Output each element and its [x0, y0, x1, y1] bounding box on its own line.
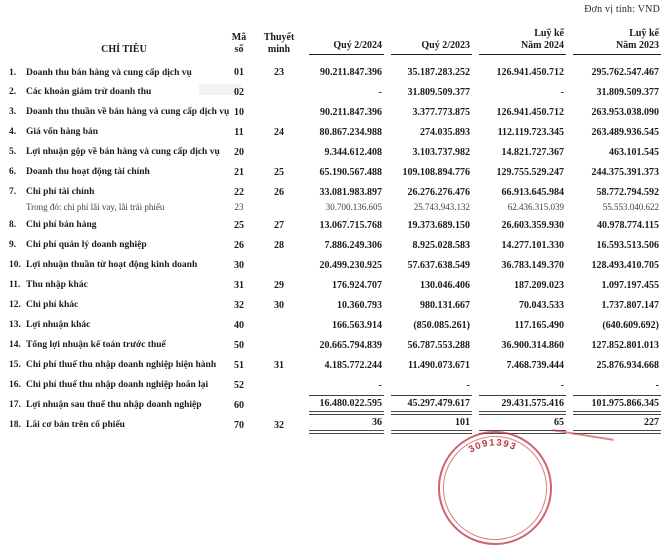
cell-q2-2023: 57.637.638.549 — [407, 259, 470, 271]
cell-lk-2024: 62.436.315.039 — [507, 202, 564, 212]
row-label: Chi phí bán hàng — [26, 220, 97, 230]
cell-lk-2024: 112.119.723.345 — [497, 126, 564, 138]
row-number: 11. — [9, 280, 21, 290]
cell-lk-2023: 1.737.807.147 — [601, 299, 659, 311]
row-label: Trong đó: chi phí lãi vay, lãi trái phiếu — [26, 202, 165, 212]
cell-lk-2024: 26.603.359.930 — [501, 219, 564, 231]
cell-q2-2023: 45.297.479.617 — [384, 395, 472, 415]
cell-lk-2024: 14.277.101.330 — [501, 239, 564, 251]
cell-lk-2024: - — [560, 379, 564, 391]
row-note — [256, 202, 302, 215]
row-code: 01 — [234, 67, 244, 78]
table-row — [0, 335, 661, 355]
cell-q2-2024: 4.185.772.244 — [324, 359, 382, 371]
cell-q2-2023: 3.377.773.875 — [412, 106, 470, 118]
row-code: 21 — [234, 166, 244, 178]
income-statement-table — [0, 19, 661, 435]
header-lk-2024: Luỹ kế Năm 2024 — [472, 19, 566, 55]
table-row — [0, 122, 661, 142]
cell-lk-2024: 126.941.450.712 — [496, 106, 564, 118]
cell-q2-2024: 65.190.567.488 — [319, 166, 382, 178]
row-note — [256, 142, 302, 162]
seal-outer-ring — [434, 427, 556, 549]
row-number: 15. — [9, 360, 21, 370]
row-number: 3. — [9, 107, 17, 117]
row-note — [256, 255, 302, 275]
cell-lk-2023: 244.375.391.373 — [591, 166, 659, 178]
table-row — [0, 182, 661, 202]
row-label: Doanh thu bán hàng và cung cấp dịch vụ — [26, 68, 192, 78]
cell-q2-2023: 3.103.737.982 — [412, 146, 470, 158]
header-note: Thuyết minh — [263, 32, 295, 55]
cell-q2-2024: 13.067.715.768 — [319, 219, 382, 231]
unit-label: Đơn vị tính: VND — [584, 4, 660, 15]
cell-q2-2023: 130.046.406 — [420, 279, 470, 291]
row-label: Chi phí khác — [26, 300, 79, 310]
cell-lk-2023: 55.553.040.622 — [602, 202, 659, 212]
header-criteria: CHỈ TIÊU — [101, 43, 147, 55]
row-number: 12. — [9, 300, 21, 310]
row-code: 50 — [234, 339, 244, 351]
cell-q2-2024: 36 — [302, 415, 384, 435]
row-label: Thu nhập khác — [26, 280, 88, 290]
row-note: 23 — [274, 67, 284, 78]
cell-q2-2023: 19.373.689.150 — [407, 219, 470, 231]
row-code: 60 — [234, 399, 244, 411]
cell-q2-2023: 56.787.553.288 — [407, 339, 470, 351]
row-code: 30 — [234, 259, 244, 271]
cell-lk-2023: (640.609.692) — [602, 319, 659, 331]
table-row — [0, 235, 661, 255]
row-number: 14. — [9, 340, 21, 350]
header-q2-2024: Quý 2/2024 — [302, 19, 384, 55]
cell-q2-2023: (850.085.261) — [413, 319, 470, 331]
cell-q2-2024: 16.480.022.595 — [302, 395, 384, 415]
row-code: 20 — [234, 146, 244, 158]
row-number: 7. — [9, 187, 17, 197]
table-row — [0, 315, 661, 335]
cell-lk-2024: 70.043.533 — [519, 299, 564, 311]
row-label: Chi phí thuế thu nhập doanh nghiệp hoãn lại — [26, 380, 209, 390]
row-number: 9. — [9, 240, 17, 250]
cell-q2-2023: 35.187.283.252 — [407, 67, 470, 78]
row-code: 52 — [234, 379, 244, 391]
row-note — [256, 335, 302, 355]
table-row — [0, 295, 661, 315]
row-number: 10. — [9, 260, 21, 270]
seal-digits: 3 0 9 1 3 9 3 — [466, 437, 518, 456]
table-row — [0, 275, 661, 295]
cell-lk-2024: 14.821.727.367 — [501, 146, 564, 158]
row-note — [256, 82, 302, 102]
row-number: 4. — [9, 127, 17, 137]
company-seal-stamp — [434, 427, 556, 549]
row-note: 25 — [274, 166, 284, 178]
row-number: 18. — [9, 420, 21, 430]
cell-q2-2023: 11.490.073.671 — [408, 359, 470, 371]
header-q2-2023: Quý 2/2023 — [384, 19, 472, 55]
table-row — [0, 102, 661, 122]
header-lk-2023: Luỹ kế Năm 2023 — [566, 19, 661, 55]
row-note: 26 — [274, 186, 284, 198]
cell-lk-2023: 127.852.801.013 — [591, 339, 659, 351]
row-note: 30 — [274, 299, 284, 311]
cell-q2-2023: 101 — [384, 415, 472, 435]
cell-lk-2024: 187.209.023 — [514, 279, 564, 291]
table-row — [0, 202, 661, 215]
cell-q2-2024: 33.081.983.897 — [319, 186, 382, 198]
cell-lk-2024: 65 — [472, 415, 566, 435]
cell-lk-2023: 58.772.794.592 — [596, 186, 659, 198]
cell-q2-2023: 8.925.028.583 — [412, 239, 470, 251]
row-number: 5. — [9, 147, 17, 157]
cell-q2-2024: 166.563.914 — [332, 319, 382, 331]
cell-q2-2023: 980.131.667 — [420, 299, 470, 311]
row-number: 2. — [9, 87, 17, 97]
cell-q2-2023: - — [466, 379, 470, 391]
row-number: 16. — [9, 380, 21, 390]
row-number: 6. — [9, 167, 17, 177]
cell-lk-2023: 40.978.774.115 — [597, 219, 659, 231]
row-number: 13. — [9, 320, 21, 330]
seal-inner-ring — [439, 432, 550, 543]
cell-lk-2024: 126.941.450.712 — [496, 67, 564, 78]
row-note: 29 — [274, 279, 284, 291]
cell-lk-2023: 25.876.934.668 — [596, 359, 659, 371]
row-note — [256, 102, 302, 122]
table-row — [0, 395, 661, 415]
table-body — [0, 55, 661, 435]
cell-lk-2023: 1.097.197.455 — [601, 279, 659, 291]
row-code: 10 — [234, 106, 244, 118]
cell-q2-2023: 25.743.943.132 — [413, 202, 470, 212]
table-row — [0, 82, 661, 102]
cell-lk-2023: 263.953.038.090 — [591, 106, 659, 118]
cell-lk-2024: 36.783.149.370 — [501, 259, 564, 271]
row-note — [256, 395, 302, 415]
row-label: Lợi nhuận thuần từ hoạt động kinh doanh — [26, 260, 198, 270]
row-code: 40 — [234, 319, 244, 331]
row-label: Chi phí thuế thu nhập doanh nghiệp hiện hành — [26, 360, 217, 370]
table-row — [0, 142, 661, 162]
cell-q2-2024: 10.360.793 — [337, 299, 382, 311]
cell-lk-2024: 29.431.575.416 — [472, 395, 566, 415]
row-code: 22 — [234, 186, 244, 198]
row-note: 24 — [274, 126, 284, 138]
row-label: Chi phí quản lý doanh nghiệp — [26, 240, 147, 250]
row-label: Tổng lợi nhuận kế toán trước thuế — [26, 340, 166, 350]
cell-lk-2023: 295.762.547.467 — [591, 67, 659, 78]
table-row — [0, 162, 661, 182]
row-label: Lãi cơ bản trên cổ phiếu — [26, 420, 125, 430]
row-label: Các khoản giảm trừ doanh thu — [26, 87, 152, 97]
header-code: Mã số — [231, 32, 247, 55]
cell-q2-2024: 20.499.230.925 — [319, 259, 382, 271]
row-label: Lợi nhuận khác — [26, 320, 91, 330]
row-code: 02 — [234, 86, 244, 98]
cell-lk-2024: - — [560, 86, 564, 98]
row-note: 31 — [274, 359, 284, 371]
table-header — [0, 19, 661, 55]
row-code: 23 — [234, 202, 244, 212]
row-code: 11 — [234, 126, 244, 138]
row-code: 26 — [234, 239, 244, 251]
cell-q2-2024: 90.211.847.396 — [320, 106, 382, 118]
cell-q2-2024: 80.867.234.988 — [319, 126, 382, 138]
cell-q2-2024: 9.344.612.408 — [324, 146, 382, 158]
table-row — [0, 255, 661, 275]
table-row — [0, 375, 661, 395]
row-label: Doanh thu hoạt động tài chính — [26, 167, 150, 177]
cell-lk-2023: 101.975.866.345 — [566, 395, 661, 415]
cell-lk-2024: 66.913.645.984 — [501, 186, 564, 198]
cell-q2-2024: 20.665.794.839 — [319, 339, 382, 351]
row-number: 17. — [9, 400, 21, 410]
row-note — [256, 315, 302, 335]
cell-lk-2024: 117.165.490 — [514, 319, 564, 331]
cell-lk-2024: 36.900.314.860 — [501, 339, 564, 351]
cell-q2-2023: 26.276.276.476 — [407, 186, 470, 198]
row-label: Lợi nhuận sau thuế thu nhập doanh nghiệp — [26, 400, 202, 410]
row-code: 31 — [234, 279, 244, 291]
cell-lk-2024: 129.755.529.247 — [496, 166, 564, 178]
row-code: 25 — [234, 219, 244, 231]
row-code: 51 — [234, 359, 244, 371]
row-label: Doanh thu thuần về bán hàng và cung cấp dịch vụ — [26, 107, 230, 117]
row-number — [0, 202, 26, 215]
cell-lk-2024: 7.468.739.444 — [506, 359, 564, 371]
table-row — [0, 215, 661, 235]
row-label: Giá vốn hàng bán — [26, 127, 99, 137]
cell-q2-2024: 7.886.249.306 — [324, 239, 382, 251]
row-label: Lợi nhuận gộp về bán hàng và cung cấp dịch vụ — [26, 147, 220, 157]
row-note: 27 — [274, 219, 284, 231]
cell-q2-2023: 31.809.509.377 — [407, 86, 470, 98]
cell-q2-2023: 274.035.893 — [420, 126, 470, 138]
cell-lk-2023: 31.809.509.377 — [596, 86, 659, 98]
cell-q2-2024: - — [378, 86, 382, 98]
cell-lk-2023: 128.493.410.705 — [591, 259, 659, 271]
row-code: 32 — [234, 299, 244, 311]
table-row — [0, 355, 661, 375]
cell-lk-2023: 227 — [566, 415, 661, 435]
cell-q2-2024: 30.700.136.605 — [325, 202, 382, 212]
row-note: 32 — [274, 419, 284, 431]
cell-lk-2023: 463.101.545 — [609, 146, 659, 158]
scan-artifact — [199, 84, 241, 95]
cell-q2-2024: 90.211.847.396 — [320, 67, 382, 78]
row-number: 8. — [9, 220, 17, 230]
cell-q2-2024: - — [378, 379, 382, 391]
row-code: 70 — [234, 419, 244, 431]
cell-q2-2023: 109.108.894.776 — [402, 166, 470, 178]
cell-lk-2023: - — [655, 379, 659, 391]
row-note — [256, 375, 302, 395]
row-note: 28 — [274, 239, 284, 251]
row-label: Chi phí tài chính — [26, 187, 95, 197]
row-number: 1. — [9, 68, 17, 78]
cell-q2-2024: 176.924.707 — [332, 279, 382, 291]
cell-lk-2023: 263.489.936.545 — [591, 126, 659, 138]
header-spacer — [0, 19, 26, 55]
cell-lk-2023: 16.593.513.506 — [596, 239, 659, 251]
table-row — [0, 55, 661, 82]
